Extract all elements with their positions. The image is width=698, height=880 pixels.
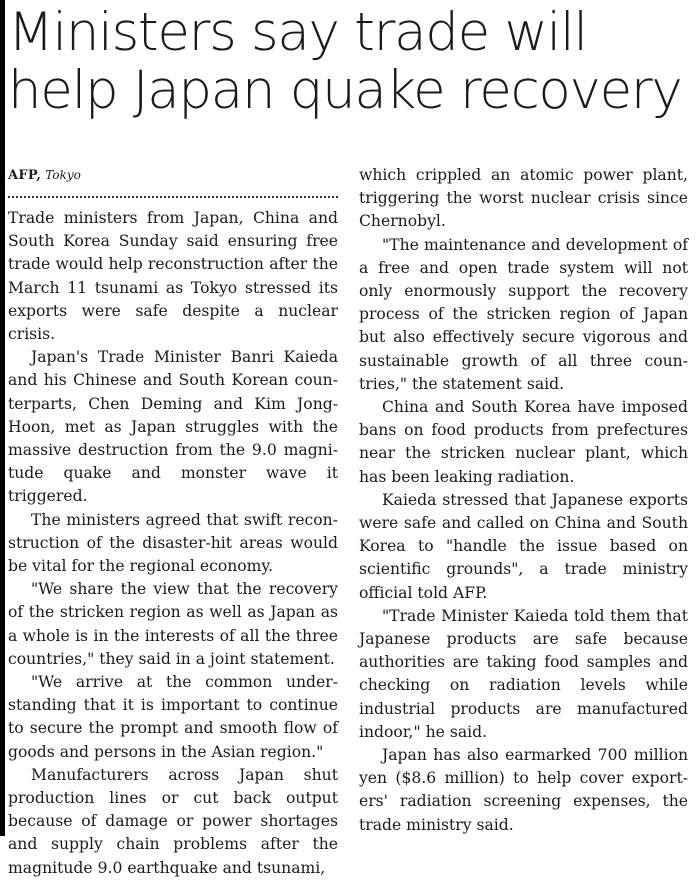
article-paragraph: "Trade Minister Kaieda told them that Japanese products are safe because authorities are taking food samples and checking on radiation levels while industrial products are manufactured indoor," he said. (359, 606, 688, 741)
article-paragraph: Japan has also earmarked 700 million yen ($8.6 million) to help cover exporters' radiation screening expenses, the trade ministry said. (359, 746, 688, 834)
article-paragraph: Manufacturers across Japan shut production lines or cut back output because of damage or power shortages and supply chain problems after the magnitude 9.0 earthquake and tsunami, (8, 765, 338, 877)
byline-divider (8, 196, 338, 198)
article-paragraph: Kaieda stressed that Japanese exports were safe and called on China and South Korea to "handle the issue based on scientific grounds", a trade ministry official told AFP. (359, 490, 688, 602)
article-paragraph: The ministers agreed that swift reconstruction of the disaster-hit areas would be vital for the regional economy. (8, 510, 338, 576)
article-headline: Ministers say trade will help Japan quake recovery (8, 2, 682, 121)
article-column-left (8, 164, 338, 880)
article-paragraph: "The maintenance and development of a free and open trade system will not only enormously support the recovery process of the stricken region of Japan but also effectively secure vigorous and sustainable growth of all three countries," the statement said. (359, 235, 688, 393)
left-edge-bar (0, 0, 5, 836)
article-paragraph: "We share the view that the recovery of the stricken region as well as Japan as a whole is in the interests of all the three countries," they said in a joint statement. (8, 580, 338, 668)
byline (8, 164, 338, 187)
article-paragraph: which crippled an atomic power plant, triggering the worst nuclear crisis since Chernobyl. (359, 166, 688, 231)
article-column-right (359, 164, 688, 837)
article-paragraph: "We arrive at the common understanding that it is important to continue to secure the prompt and smooth flow of goods and persons in the Asian region." (8, 673, 338, 761)
byline-city: Tokyo (45, 168, 81, 182)
article-paragraph: China and South Korea have imposed bans on food products from prefectures near the stricken nuclear plant, which has been leaking radiation. (359, 398, 688, 486)
article-paragraph: Japan's Trade Minister Banri Kaieda and his Chinese and South Korean counterparts, Chen Deming and Kim Jong-Hoon, met as Japan struggles with the massive destruction from the 9.0 magnitude quake and monster wave it triggered. (8, 348, 338, 506)
article-paragraph: Trade ministers from Japan, China and South Korea Sunday said ensuring free trade would help reconstruction after the March 11 tsunami as Tokyo stressed its exports were safe despite a nuclear crisis. (8, 209, 338, 344)
byline-agency: AFP, (8, 168, 42, 183)
